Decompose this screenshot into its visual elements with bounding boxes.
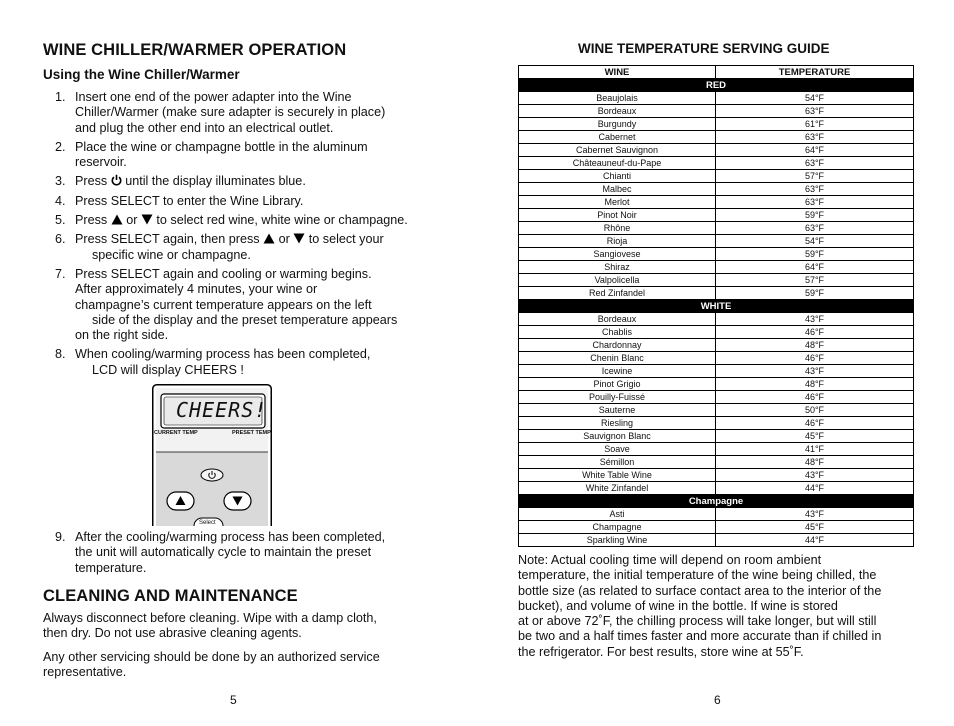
temperature-cell: 45°F: [716, 430, 914, 443]
temperature-cell: 48°F: [716, 456, 914, 469]
temperature-cell: 59°F: [716, 248, 914, 261]
table-row: [519, 235, 914, 248]
table-row: [519, 469, 914, 482]
temperature-cell: 64°F: [716, 261, 914, 274]
table-row: [519, 456, 914, 469]
temperature-cell: 59°F: [716, 287, 914, 300]
table-row: [519, 326, 914, 339]
table-row: [519, 508, 914, 521]
temperature-cell: 64°F: [716, 144, 914, 157]
step-5: 5. Press or to select red wine, white wine or champagne.: [55, 213, 408, 228]
temperature-cell: 50°F: [716, 404, 914, 417]
step-6: 6. Press SELECT again, then press or to select your specific wine or champagne.: [55, 232, 384, 262]
step-1: 1. Insert one end of the power adapter into the Wine Chiller/Warmer (make sure adapter is securely in place) and plug the other end into an electrical outlet.: [55, 90, 386, 135]
temperature-cell: 54°F: [716, 92, 914, 105]
current-temp-label: CURRENT TEMP: [154, 430, 198, 436]
temperature-cell: 63°F: [716, 196, 914, 209]
table-row: [519, 92, 914, 105]
temperature-cell: 45°F: [716, 521, 914, 534]
wine-name-cell: Valpolicella: [519, 274, 716, 287]
lcd-display-text: CHEERS!: [176, 398, 268, 422]
wine-name-cell: White Zinfandel: [519, 482, 716, 495]
table-row: [519, 287, 914, 300]
temperature-cell: 63°F: [716, 157, 914, 170]
cleaning-paragraph-1: Always disconnect before cleaning. Wipe with a damp cloth, then dry. Do not use abrasive cleaning agents.: [43, 611, 377, 641]
serving-guide-table: [518, 65, 914, 547]
table-row: [519, 170, 914, 183]
table-row: [519, 248, 914, 261]
wine-name-cell: Sauvignon Blanc: [519, 430, 716, 443]
temperature-cell: 46°F: [716, 417, 914, 430]
wine-name-cell: Cabernet: [519, 131, 716, 144]
temperature-cell: 57°F: [716, 274, 914, 287]
temperature-cell: 63°F: [716, 131, 914, 144]
temperature-cell: 59°F: [716, 209, 914, 222]
instruction-steps: [43, 90, 463, 378]
temperature-cell: 48°F: [716, 378, 914, 391]
serving-guide-table-container: [518, 65, 914, 547]
wine-name-cell: Chablis: [519, 326, 716, 339]
temperature-cell: 61°F: [716, 118, 914, 131]
temperature-cell: 63°F: [716, 183, 914, 196]
down-triangle-icon: [293, 233, 305, 244]
wine-name-cell: Bordeaux: [519, 313, 716, 326]
table-row: [519, 365, 914, 378]
table-row: [519, 378, 914, 391]
wine-name-cell: Rioja: [519, 235, 716, 248]
table-row: [519, 131, 914, 144]
select-button-label: Select: [199, 520, 216, 526]
temperature-cell: 43°F: [716, 365, 914, 378]
temperature-cell: 63°F: [716, 105, 914, 118]
wine-name-cell: Shiraz: [519, 261, 716, 274]
table-row: [519, 105, 914, 118]
temperature-cell: 46°F: [716, 352, 914, 365]
wine-name-cell: Sparkling Wine: [519, 534, 716, 547]
temperature-cell: 43°F: [716, 508, 914, 521]
table-header-row: [519, 66, 914, 79]
section-heading: Champagne: [519, 495, 914, 508]
wine-name-cell: Soave: [519, 443, 716, 456]
table-row: [519, 157, 914, 170]
table-row: [519, 144, 914, 157]
wine-name-cell: Sémillon: [519, 456, 716, 469]
column-header-temperature: TEMPERATURE: [716, 66, 914, 79]
table-row: [519, 339, 914, 352]
temperature-cell: 63°F: [716, 222, 914, 235]
preset-temp-label: PRESET TEMP: [232, 430, 271, 436]
temperature-cell: 46°F: [716, 326, 914, 339]
table-section-row: [519, 79, 914, 92]
step-3: 3. Press until the display illuminates blue.: [55, 174, 306, 189]
wine-name-cell: Merlot: [519, 196, 716, 209]
device-illustration: [152, 384, 272, 526]
table-row: [519, 209, 914, 222]
table-row: [519, 313, 914, 326]
table-row: [519, 274, 914, 287]
power-icon: [111, 174, 122, 186]
temperature-cell: 41°F: [716, 443, 914, 456]
wine-name-cell: Malbec: [519, 183, 716, 196]
step-9: 9. After the cooling/warming process has been completed, the unit will automatically cycle to maintain the preset temperature.: [55, 530, 386, 575]
wine-name-cell: Rhône: [519, 222, 716, 235]
up-triangle-icon: [111, 214, 123, 225]
table-row: [519, 404, 914, 417]
up-triangle-icon: [263, 233, 275, 244]
wine-name-cell: Asti: [519, 508, 716, 521]
table-row: [519, 261, 914, 274]
section-heading: RED: [519, 79, 914, 92]
cooling-note: Note: Actual cooling time will depend on room ambient temperature, the initial temperature of the wine being chilled, the bottle size (as related to surface contact area to the interior of the bucket), and volume of wine in the bottle. If wine is stored at or above 72˚F, the chilling process will take longer, but will still be two and a half times faster and more accurate than if chilled in the refrigerator. For best results, store wine at 55˚F.: [518, 553, 882, 659]
right-page-title: WINE TEMPERATURE SERVING GUIDE: [578, 41, 830, 56]
wine-name-cell: Champagne: [519, 521, 716, 534]
table-row: [519, 183, 914, 196]
table-row: [519, 352, 914, 365]
left-page-title: WINE CHILLER/WARMER OPERATION: [43, 41, 347, 59]
wine-name-cell: Chianti: [519, 170, 716, 183]
table-row: [519, 118, 914, 131]
page-number-right: 6: [714, 693, 721, 707]
wine-name-cell: Red Zinfandel: [519, 287, 716, 300]
wine-name-cell: Chenin Blanc: [519, 352, 716, 365]
cleaning-paragraph-2: Any other servicing should be done by an authorized service representative.: [43, 650, 380, 680]
wine-name-cell: Bordeaux: [519, 105, 716, 118]
wine-name-cell: Pouilly-Fuissé: [519, 391, 716, 404]
temperature-cell: 43°F: [716, 469, 914, 482]
wine-name-cell: Sangiovese: [519, 248, 716, 261]
step-7: 7. Press SELECT again and cooling or warming begins. After approximately 4 minutes, your wine or champagne’s current temperature appears on the left side of the display and the preset temperature appears on the right side.: [55, 266, 398, 343]
wine-name-cell: Pinot Noir: [519, 209, 716, 222]
table-section-row: [519, 495, 914, 508]
temperature-cell: 48°F: [716, 339, 914, 352]
table-row: [519, 417, 914, 430]
section-heading: WHITE: [519, 300, 914, 313]
temperature-cell: 57°F: [716, 170, 914, 183]
wine-name-cell: White Table Wine: [519, 469, 716, 482]
table-row: [519, 222, 914, 235]
wine-name-cell: Cabernet Sauvignon: [519, 144, 716, 157]
wine-name-cell: Sauterne: [519, 404, 716, 417]
wine-name-cell: Burgundy: [519, 118, 716, 131]
table-row: [519, 430, 914, 443]
step-2: 2. Place the wine or champagne bottle in the aluminum reservoir.: [55, 139, 368, 170]
wine-name-cell: Pinot Grigio: [519, 378, 716, 391]
table-row: [519, 196, 914, 209]
temperature-cell: 46°F: [716, 391, 914, 404]
wine-name-cell: Chardonnay: [519, 339, 716, 352]
table-row: [519, 391, 914, 404]
wine-name-cell: Riesling: [519, 417, 716, 430]
wine-name-cell: Châteauneuf-du-Pape: [519, 157, 716, 170]
wine-name-cell: Icewine: [519, 365, 716, 378]
step-4: 4. Press SELECT to enter the Wine Library.: [55, 193, 304, 208]
temperature-cell: 43°F: [716, 313, 914, 326]
temperature-cell: 54°F: [716, 235, 914, 248]
table-row: [519, 534, 914, 547]
temperature-cell: 44°F: [716, 482, 914, 495]
left-page-subtitle: Using the Wine Chiller/Warmer: [43, 67, 240, 82]
table-row: [519, 521, 914, 534]
table-row: [519, 443, 914, 456]
column-header-wine: WINE: [519, 66, 716, 79]
step-8: 8. When cooling/warming process has been completed, LCD will display CHEERS !: [55, 347, 371, 377]
table-row: [519, 482, 914, 495]
table-section-row: [519, 300, 914, 313]
page-number-left: 5: [230, 693, 237, 707]
cleaning-title: CLEANING AND MAINTENANCE: [43, 587, 298, 605]
wine-name-cell: Beaujolais: [519, 92, 716, 105]
temperature-cell: 44°F: [716, 534, 914, 547]
down-triangle-icon: [141, 214, 153, 225]
